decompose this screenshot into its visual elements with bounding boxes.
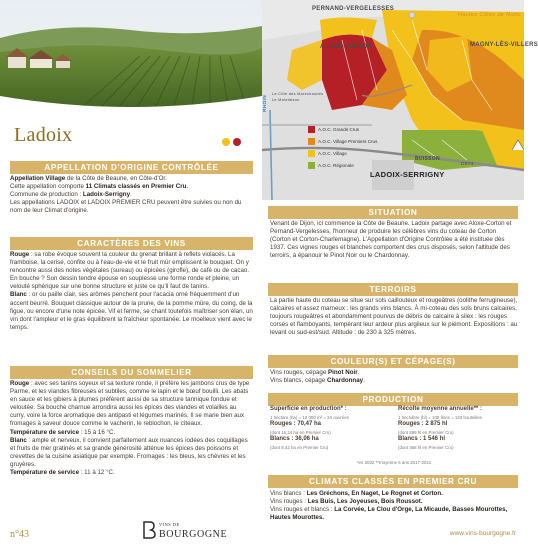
map-lieu-2: Le Maletaison (272, 98, 300, 102)
website-link[interactable]: www.vins-bourgogne.fr (449, 530, 516, 537)
white-wine-dot-icon (222, 138, 230, 146)
aoc-section: Appellation Village de la Côte de Beaune, en Côte-d'Or. Cette appellation comporte 11 Climats classés en Premier Cru. Commune de production : Ladoix-Serrigny. Les appellations LADOIX et LADOIX PREMIER CRU peuvent être suivies ou non du nom de leur Climat d'origine. (10, 175, 242, 215)
production-note: *en 2022 **moyenne 5 ans 2017-2021 (356, 460, 432, 465)
page-number: n°43 (10, 529, 29, 540)
aoc-heading: APPELLATION D'ORIGINE CONTRÔLÉE (10, 161, 253, 174)
situation-text: Venant de Dijon, ici commence la Côte de Beaune. Ladoix partage avec Aloxe-Corton et Pernand-Vergelesses, l'honneur de produire les célèbres vins du coteau de Corton (Corton et Corton-Charlemagne). L'Appellation d'Origine Contrôlée a été instituée dès 1937. Ces vignes rouges et blanches comportent des crus disposés, selon l'altitude des terroirs, à épanouir le Pinot Noir ou le Chardonnay. (270, 220, 512, 260)
legend-regionale: A.O.C. Régionale (308, 162, 377, 169)
page-title: Ladoix (14, 124, 73, 146)
map-label-road: D974 (461, 162, 474, 167)
map-label-pernand: PERNAND-VERGELESSES (312, 6, 395, 12)
map-label-river: RHOIN (263, 95, 268, 112)
map-label-magny: MAGNY-LÈS-VILLERS (470, 42, 538, 48)
legend-swatch (308, 138, 315, 145)
cepages-heading: COULEUR(S) ET CÉPAGE(S) (268, 355, 518, 368)
vineyard-photo (0, 0, 262, 118)
legend-premier-cru: A.O.C. Village Premiers Crus (308, 138, 377, 145)
recolte-column: Récolte moyenne annuelle** : 1 hectolitre (hl) = 100 litres = 133 bouteilles Rouges : 2 875 hl (dont 599 hl en Premier Cru) Blancs : 1 546 hl (dont 368 hl en Premier Cru) (398, 406, 483, 450)
cepages-section: Vins rouges, cépage Pinot Noir. Vins blancs, cépage Chardonnay. (270, 369, 365, 385)
map-label-buisson: BUISSON (415, 156, 440, 162)
map-lieu-1: La Côte des Marechaudes (272, 92, 324, 96)
legend-swatch (308, 126, 315, 133)
map-label-aloxe: ALOXE-CORTON (320, 44, 373, 50)
legend-swatch (308, 162, 315, 169)
conseils-heading: CONSEILS DU SOMMELIER (10, 366, 253, 379)
red-wine-dot-icon (233, 138, 241, 146)
bourgogne-logo: VINS DE BOURGOGNE (142, 520, 227, 540)
legend-village: A.O.C. Village (308, 150, 377, 157)
map-label-ladoix: LADOIX-SERRIGNY (370, 170, 445, 179)
bourgogne-b-icon (142, 521, 156, 539)
legend-swatch (308, 150, 315, 157)
caracteres-heading: CARACTÈRES DES VINS (10, 237, 253, 250)
right-column (262, 0, 538, 550)
production-heading: PRODUCTION (268, 393, 518, 406)
appellation-map (262, 0, 538, 200)
terroirs-text: La partie haute du coteau se situe sur sols caillouteux et rougeâtres (oolithe ferrugineuse), calcaires et assez marneux : les grands vins blancs. À mi-coteau des sols bruns calcaires, toujours rougeâtres et abondamment pourvus de débris de calcaire à silex : les rouges corsés et flamboyants, tempérant leur ardeur plus argileux sur le piémont. Expositions : au levant ou sud-est/sud. Altitude : de 230 à 325 mètres. (270, 297, 518, 337)
map-label-hautes-cotes: Hautes Côtes de Nuits (458, 12, 521, 18)
production-section (270, 406, 520, 452)
situation-heading: SITUATION (268, 206, 518, 219)
terroirs-heading: TERROIRS (268, 283, 518, 296)
climats-section: Vins blancs : Les Gréchons, En Naget, Le Rognet et Corton. Vins rouges : Les Buis, Les Joyeuses, Bois Roussot. Vins rouges et blancs : La Corvée, Le Clou d'Orge, La Micaude, Basses Mourottes, Hautes Mourottes. (270, 490, 508, 522)
wine-color-dots (222, 138, 241, 146)
climats-heading: CLIMATS CLASSÉS EN PREMIER CRU (268, 475, 518, 488)
superficie-column: Superficie en production* : 1 hectare (ha) = 10 000 m² = 24 ouvrées Rouges : 70,47 ha (dont 16,24 ha en Premier Cru) Blancs : 36,06 ha (dont 8,42 ha en Premier Cru) (270, 406, 349, 450)
conseils-section: Rouge : avec ses tanins soyeux et sa texture ronde, il préfère les jambons crus de type Parme, et les viandes fibreuses et subtiles, comme le lapin et le bœuf bouilli. Les abats en sauce et les gibiers à plumes préfèrent aussi de sa structure tannique fondue et veloutée. Sa bouche charnue arrondira aussi les épices des viandes et volailles au curry, voire la force aromatique des antipasti et légumes marinés. Il se marie bien aux fromages à saveur douce comme le vacherin, le reblochon, le cîteaux. Température de service : 15 à 16 °C. Blanc : ample et nerveux, il convient parfaitement aux nuances iodées des coquillages et fruits de mer gratinés et sa grande générosité atténue les épices des poissons et crevettes de la cuisine asiatique par exemple. Fromages : les bleus, les chèvres et les gruyères. Température de service : 11 à 12 °C. (10, 380, 250, 477)
legend-grand-cru: A.O.C. Grands Crus (308, 126, 377, 133)
caracteres-section: Rouge : sa robe évoque souvent la couleur du grenat brillant à reflets violacés. La framboise, la cerise, confite ou à l'eau-de-vie et le fruit mûr emplissent le bouquet. On y rencontre aussi des notes végétales (sureau) ou épicées (girofle), de café ou de cacao. En bouche ? Son dessin tendre épouse en souplesse une forme ronde et pleine, un velouté sphérique sur une bonne structure et juste ce qu'il faut de tanins. Blanc : or ou paille clair, ses arômes penchent pour l'acacia orné fréquemment d'un accent beurré. Bouquet classique autour de la prune, de la pomme mûre, du coing, de la figue, ou encore d'une note épicée. Vif et ferme, se chant toutefois maîtriser son élan, un vin dont l'ampleur et le gras équilibrent la fraîcheur spontanée. Le moelleux vient avec le temps. (10, 251, 253, 331)
left-column (0, 0, 262, 550)
map-legend (308, 126, 377, 174)
